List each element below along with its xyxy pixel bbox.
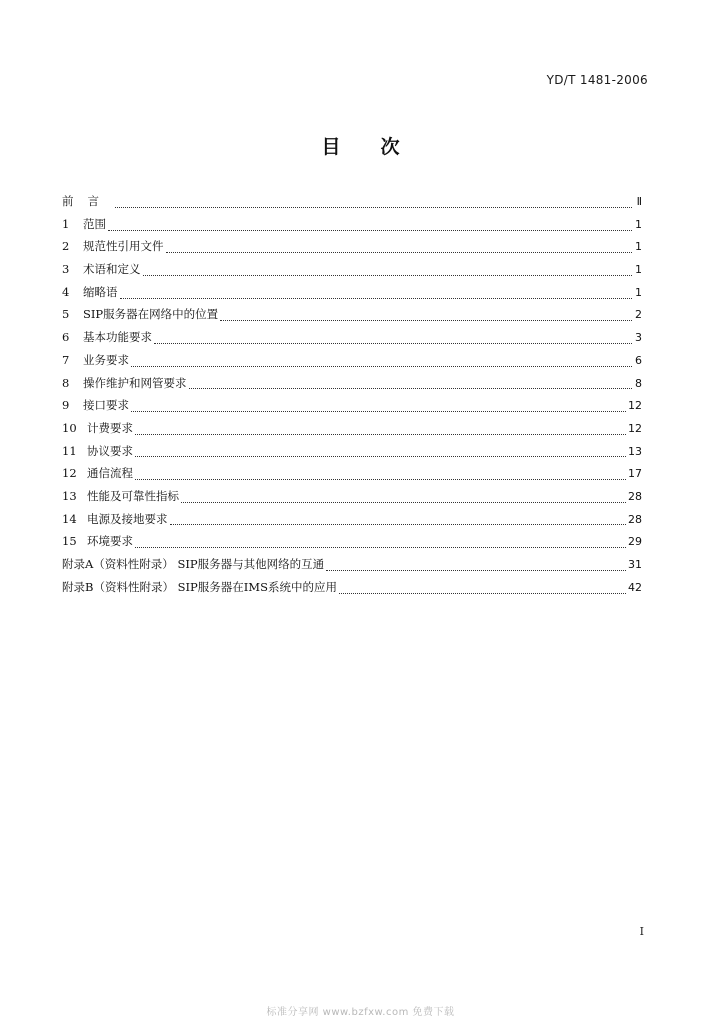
toc-entry-number: 7 — [62, 352, 70, 367]
toc-entry-3[interactable] — [62, 261, 642, 284]
toc-leader-dots — [181, 502, 626, 503]
toc-entry-label: 术语和定义 — [83, 262, 141, 277]
toc-title-char-2: 次 — [380, 136, 400, 158]
toc-entry-number: 15 — [62, 534, 77, 549]
toc-entry-page: 1 — [635, 240, 642, 254]
toc-entry-number: 4 — [62, 284, 70, 299]
toc-entry-appendix-a[interactable] — [62, 556, 642, 579]
toc-entry-label: 环境要求 — [87, 534, 133, 549]
toc-entry-label: SIP服务器在网络中的位置 — [83, 307, 219, 322]
toc-entry-label: 通信流程 — [87, 466, 133, 481]
toc-leader-dots — [135, 547, 626, 548]
toc-entry-page: 28 — [628, 489, 642, 503]
toc-entry-number: 12 — [62, 466, 77, 481]
toc-entry-page: 1 — [635, 217, 642, 231]
toc-entry-6[interactable] — [62, 329, 642, 352]
toc-leader-dots — [170, 524, 627, 525]
toc-entry-10[interactable] — [62, 420, 642, 443]
toc-entry-page: 28 — [628, 512, 642, 526]
toc-entry-13[interactable] — [62, 488, 642, 511]
toc-entry-label: 计费要求 — [87, 420, 133, 435]
toc-entry-page: 42 — [628, 580, 642, 594]
toc-leader-dots — [135, 479, 626, 480]
document-code: YD/T 1481-2006 — [546, 73, 648, 87]
toc-entry-4[interactable] — [62, 284, 642, 307]
toc-entry-label: 附录A（资料性附录） SIP服务器与其他网络的互通 — [62, 557, 325, 571]
toc-entry-number: 3 — [62, 262, 70, 277]
toc-entry-7[interactable] — [62, 352, 642, 375]
toc-entry-page: 8 — [635, 376, 642, 390]
watermark-text: 标准分享网 www.bzfxw.com 免费下载 — [266, 1007, 455, 1018]
page-number: I — [639, 925, 644, 938]
toc-leader-dots — [120, 298, 633, 299]
toc-entry-number: 9 — [62, 398, 70, 413]
toc-entry-page: 29 — [628, 535, 642, 549]
toc-title — [0, 132, 721, 159]
toc-leader-dots — [326, 570, 626, 571]
toc-leader-dots — [131, 366, 632, 367]
toc-leader-dots — [115, 207, 632, 208]
toc-leader-dots — [135, 434, 626, 435]
toc-entry-15[interactable] — [62, 533, 642, 556]
toc-entry-number: 1 — [62, 216, 70, 231]
toc-entry-label: 业务要求 — [83, 352, 129, 367]
toc-entry-number: 5 — [62, 307, 70, 322]
toc-entry-number: 13 — [62, 488, 77, 503]
toc-entry-2[interactable] — [62, 238, 642, 261]
toc-leader-dots — [143, 275, 633, 276]
toc-entry-number: 11 — [62, 443, 77, 458]
toc-entry-label: 协议要求 — [87, 443, 133, 458]
toc-entry-label: 基本功能要求 — [83, 330, 152, 345]
toc-entry-page: 6 — [635, 353, 642, 367]
toc-entry-1[interactable] — [62, 216, 642, 239]
toc-entry-label: 电源及接地要求 — [87, 511, 168, 526]
toc-entry-14[interactable] — [62, 511, 642, 534]
toc-list — [62, 193, 642, 601]
toc-entry-12[interactable] — [62, 465, 642, 488]
toc-entry-8[interactable] — [62, 375, 642, 398]
toc-entry-appendix-b[interactable] — [62, 579, 642, 602]
toc-entry-label: 缩略语 — [83, 284, 118, 299]
toc-entry-page: 31 — [628, 558, 642, 571]
toc-entry-11[interactable] — [62, 443, 642, 466]
toc-leader-dots — [166, 252, 633, 253]
toc-leader-dots — [339, 593, 626, 594]
toc-entry-number: 14 — [62, 511, 77, 526]
toc-entry-5[interactable] — [62, 306, 642, 329]
toc-title-char-1: 目 — [321, 136, 341, 158]
toc-entry-label: 规范性引用文件 — [83, 239, 164, 254]
toc-entry-page: 1 — [635, 263, 642, 277]
toc-entry-number: 10 — [62, 420, 77, 435]
toc-entry-page: 13 — [628, 444, 642, 458]
toc-leader-dots — [220, 320, 632, 321]
toc-entry-label: 附录B（资料性附录） SIP服务器在IMS系统中的应用 — [62, 579, 337, 594]
toc-entry-page: 17 — [628, 467, 642, 481]
toc-entry-label: 接口要求 — [83, 398, 129, 413]
toc-entry-number: 6 — [62, 330, 70, 345]
toc-entry-page: 3 — [635, 331, 642, 345]
toc-entry-page: Ⅱ — [636, 195, 642, 208]
toc-entry-preface[interactable] — [62, 193, 642, 216]
toc-entry-page: 12 — [628, 421, 642, 435]
toc-entry-page: 12 — [628, 399, 642, 413]
toc-leader-dots — [108, 230, 632, 231]
toc-leader-dots — [154, 343, 632, 344]
toc-entry-label: 操作维护和网管要求 — [83, 375, 187, 390]
toc-entry-label: 性能及可靠性指标 — [87, 488, 179, 503]
toc-leader-dots — [131, 411, 626, 412]
toc-leader-dots — [189, 388, 633, 389]
toc-entry-number: 8 — [62, 375, 70, 390]
toc-entry-9[interactable] — [62, 397, 642, 420]
toc-entry-page: 2 — [635, 308, 642, 322]
toc-entry-number: 2 — [62, 239, 70, 254]
toc-entry-page: 1 — [635, 285, 642, 299]
toc-leader-dots — [135, 456, 626, 457]
toc-entry-label: 范围 — [83, 216, 106, 231]
toc-entry-label: 前言 — [62, 194, 113, 208]
